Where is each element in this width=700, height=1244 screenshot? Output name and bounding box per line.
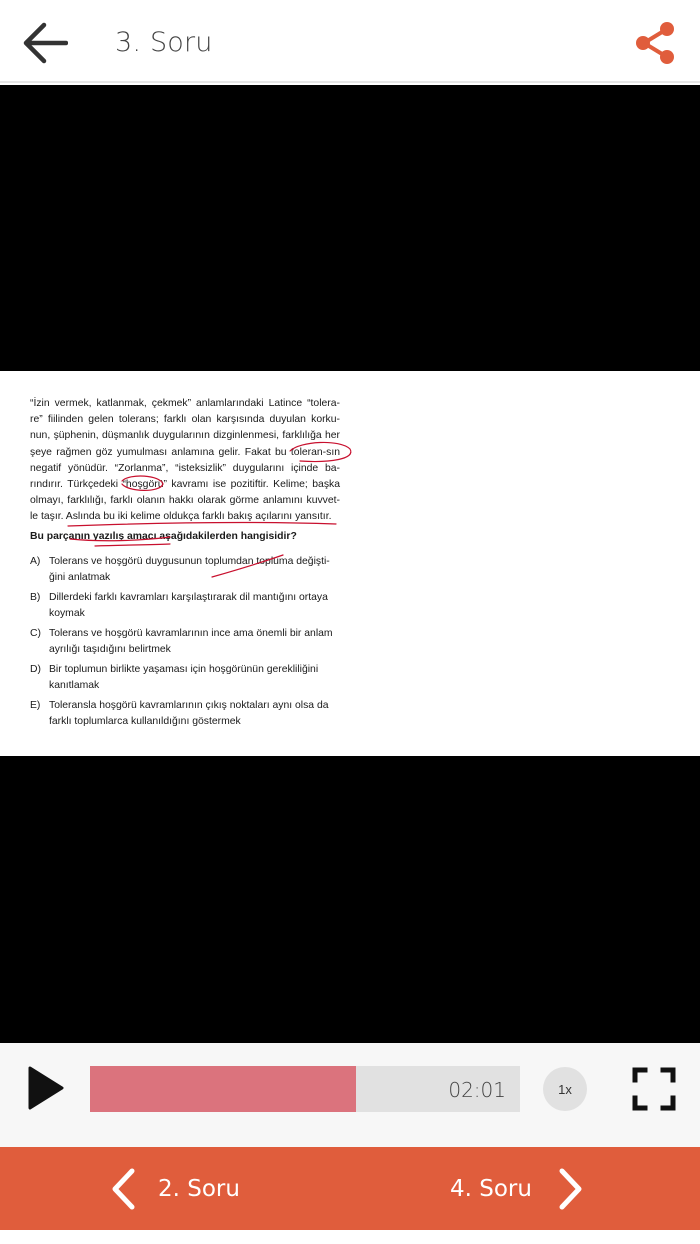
bottom-strip (0, 1230, 700, 1244)
share-icon (633, 20, 677, 66)
option-letter: D) (30, 663, 41, 675)
option-text: Toleransla hoşgörü kavramlarının çıkış noktaları aynı olsa da farklı toplumlarca kullanıldığını göstermek (49, 699, 329, 727)
fullscreen-button[interactable] (630, 1066, 678, 1112)
previous-question-label: 2. Soru (158, 1175, 240, 1202)
fullscreen-icon (630, 1066, 678, 1112)
back-button[interactable] (18, 18, 72, 68)
elapsed-time: 02:01 (448, 1078, 506, 1102)
option-a (30, 554, 340, 586)
next-question-button[interactable] (450, 1147, 584, 1230)
option-letter: E) (30, 699, 41, 711)
next-question-label: 4. Soru (450, 1175, 532, 1202)
answer-options (30, 554, 340, 730)
top-bar (0, 0, 700, 83)
page-title: 3. Soru (115, 27, 213, 58)
arrow-left-icon (22, 22, 68, 64)
question-passage: “İzin vermek, katlanmak, çekmek” anlamlarındaki Latince “tolera-re” fiilinden gelen tolerans; farklı olan karşısında duyulan korku-nun, şüphenin, düşmanlık duygularının dizginlenmesi, farklılığa her şeye rağmen göz yumulması anlamına gelir. Fakat bu toleran-sın negatif yönüdür. “Zorlanma”, “isteksizlik” duygularını içinde ba-rındırır. Türkçedeki “hoşgörü” kavramı ise pozitiftir. Kelime; başka olmayı, farklılığı, farklı olanın hakkı olarak görme anlamını kuvvet-le taşır. Aslında bu iki kelime oldukça farklı bakış açılarını yansıtır. (30, 398, 340, 523)
progress-fill (90, 1066, 356, 1112)
question-frame (0, 371, 700, 756)
option-letter: A) (30, 555, 41, 567)
option-e (30, 698, 340, 730)
progress-bar[interactable] (90, 1066, 520, 1112)
previous-question-button[interactable] (110, 1147, 240, 1230)
option-c (30, 626, 340, 658)
question-document (30, 396, 340, 734)
video-player[interactable] (0, 85, 700, 1043)
option-d (30, 662, 340, 694)
option-letter: B) (30, 591, 41, 603)
playback-speed-button[interactable]: 1x (543, 1067, 587, 1111)
option-letter: C) (30, 627, 41, 639)
share-button[interactable] (628, 18, 682, 68)
question-navigation (0, 1147, 700, 1230)
option-b (30, 590, 340, 622)
play-button[interactable] (24, 1063, 68, 1113)
option-text: Dillerdeki farklı kavramları karşılaştırarak dil mantığını ortaya koymak (49, 591, 328, 619)
option-text: Bir toplumun birlikte yaşaması için hoşgörünün gerekliliğini kanıtlamak (49, 663, 319, 691)
player-controls (0, 1043, 700, 1147)
chevron-right-icon (558, 1167, 584, 1211)
question-prompt: Bu parçanın yazılış amacı aşağıdakilerden hangisidir? (30, 530, 297, 542)
option-text: Tolerans ve hoşgörü duygusunun toplumdan topluma değişti-ğini anlatmak (49, 555, 330, 583)
chevron-left-icon (110, 1167, 136, 1211)
option-text: Tolerans ve hoşgörü kavramlarının ince ama önemli bir anlam ayrılığı taşıdığını belirtmek (49, 627, 333, 655)
play-icon (24, 1063, 68, 1113)
